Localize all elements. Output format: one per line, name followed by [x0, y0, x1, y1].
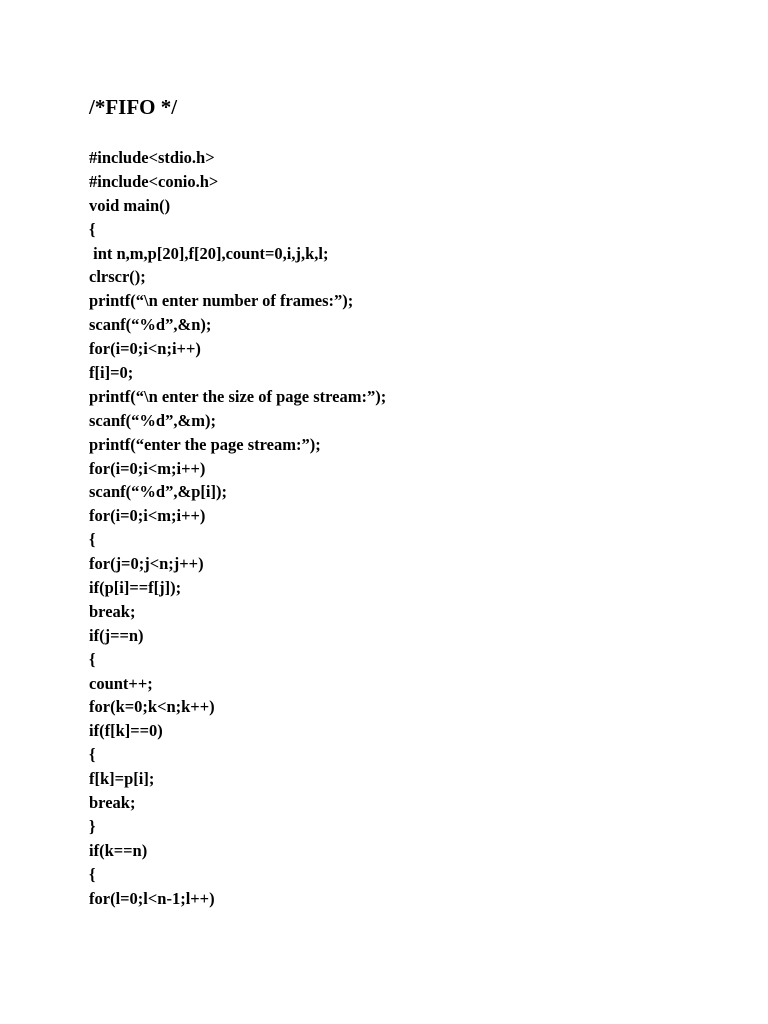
- document-title: /*FIFO */: [89, 95, 178, 119]
- code-line: printf(“\n enter number of frames:”);: [89, 291, 354, 311]
- code-line: {: [89, 530, 96, 550]
- code-line: if(p[i]==f[j]);: [89, 578, 182, 598]
- code-line: scanf(“%d”,&n);: [89, 315, 212, 335]
- code-line: break;: [89, 601, 136, 621]
- code-line: if(j==n): [89, 625, 144, 645]
- code-line: for(i=0;i<m;i++): [89, 506, 206, 526]
- code-line: {: [89, 864, 96, 884]
- code-line: for(i=0;i<n;i++): [89, 339, 201, 359]
- code-line: printf(“\n enter the size of page stream:”);: [89, 386, 387, 406]
- code-line: f[i]=0;: [89, 363, 134, 383]
- code-line: for(j=0;j<n;j++): [89, 554, 204, 574]
- code-line: #include<conio.h>: [89, 171, 219, 191]
- code-line: break;: [89, 793, 136, 813]
- code-line: scanf(“%d”,&m);: [89, 410, 216, 430]
- code-line: if(f[k]==0): [89, 721, 163, 741]
- code-line: {: [89, 649, 96, 669]
- code-line: if(k==n): [89, 840, 148, 860]
- code-line: {: [89, 745, 96, 765]
- code-line: for(i=0;i<m;i++): [89, 458, 206, 478]
- code-line: {: [89, 219, 96, 239]
- code-line: }: [89, 816, 96, 836]
- code-line: f[k]=p[i];: [89, 769, 155, 789]
- code-line: for(k=0;k<n;k++): [89, 697, 215, 717]
- code-line: printf(“enter the page stream:”);: [89, 434, 321, 454]
- code-listing: [89, 146, 386, 911]
- code-line: clrscr();: [89, 267, 146, 287]
- code-line: for(l=0;l<n-1;l++): [89, 888, 215, 908]
- code-line: scanf(“%d”,&p[i]);: [89, 482, 227, 502]
- code-line: int n,m,p[20],f[20],count=0,i,j,k,l;: [89, 243, 329, 263]
- code-line: void main(): [89, 195, 171, 215]
- code-line: count++;: [89, 673, 153, 693]
- code-line: #include<stdio.h>: [89, 148, 215, 167]
